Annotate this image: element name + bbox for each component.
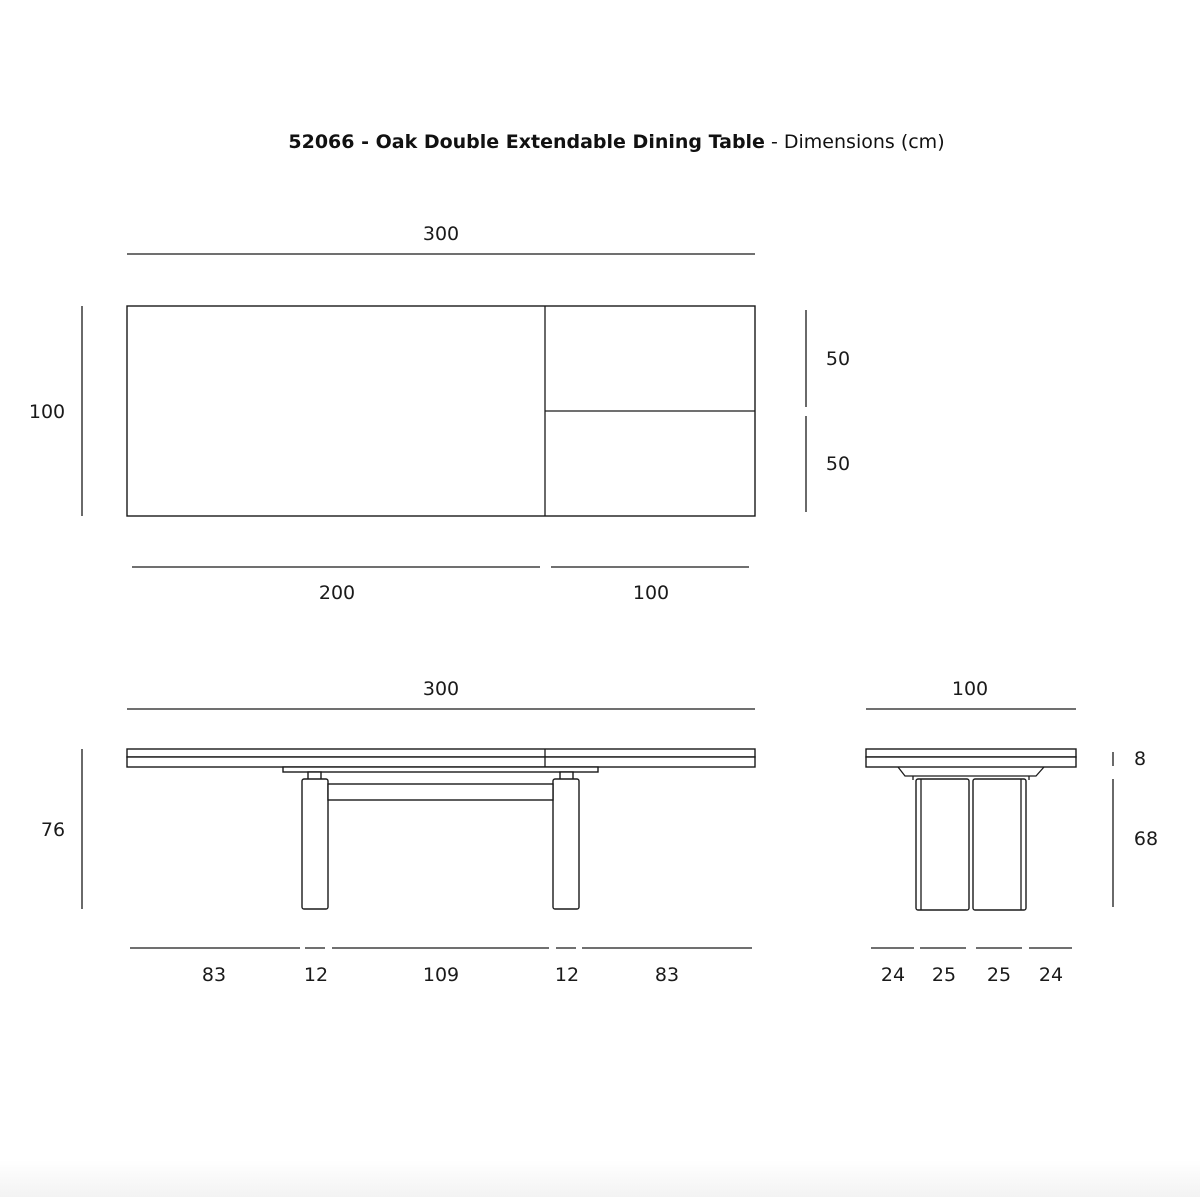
front-tabletop-upper (127, 749, 755, 757)
side-tabletop-lower (866, 757, 1076, 767)
side-leg-left (916, 779, 969, 910)
top-depth-label: 100 (28, 401, 66, 423)
side-view (866, 678, 1158, 986)
front-height-label: 76 (40, 819, 66, 841)
top-leaf-length-label: 100 (632, 582, 670, 604)
bottom-fade (0, 1160, 1200, 1197)
front-overall-width-label: 300 (422, 678, 460, 700)
title-product: 52066 - Oak Double Extendable Dining Table (288, 131, 765, 153)
side-tabletop-upper (866, 749, 1076, 757)
side-segment-label-3: 25 (986, 964, 1012, 986)
title-units: Dimensions (cm) (783, 131, 945, 153)
top-main-length-label: 200 (318, 582, 356, 604)
front-stretcher (328, 784, 553, 800)
side-leg-height-label: 68 (1133, 828, 1159, 850)
top-overall-width-label: 300 (422, 223, 460, 245)
front-segment-label-4: 12 (554, 964, 580, 986)
side-top-thickness-label: 8 (1133, 748, 1147, 770)
front-apron (283, 767, 598, 772)
side-segment-label-2: 25 (931, 964, 957, 986)
front-view (41, 678, 755, 986)
front-segment-label-3: 109 (422, 964, 460, 986)
front-segment-label-2: 12 (303, 964, 329, 986)
front-leg-right (553, 779, 579, 909)
side-leg-right (973, 779, 1026, 910)
side-segment-label-1: 24 (880, 964, 906, 986)
side-segment-label-4: 24 (1038, 964, 1064, 986)
title-separator: - (764, 131, 784, 153)
front-segment-label-1: 83 (201, 964, 227, 986)
front-tabletop-lower (127, 757, 755, 767)
side-overall-depth-label: 100 (951, 678, 989, 700)
top-leaf-upper-label: 50 (825, 348, 851, 370)
side-mechanism (898, 767, 1044, 776)
top-leaf-lower-label: 50 (825, 453, 851, 475)
front-segment-label-5: 83 (654, 964, 680, 986)
front-leg-left (302, 779, 328, 909)
top-view (29, 223, 850, 604)
